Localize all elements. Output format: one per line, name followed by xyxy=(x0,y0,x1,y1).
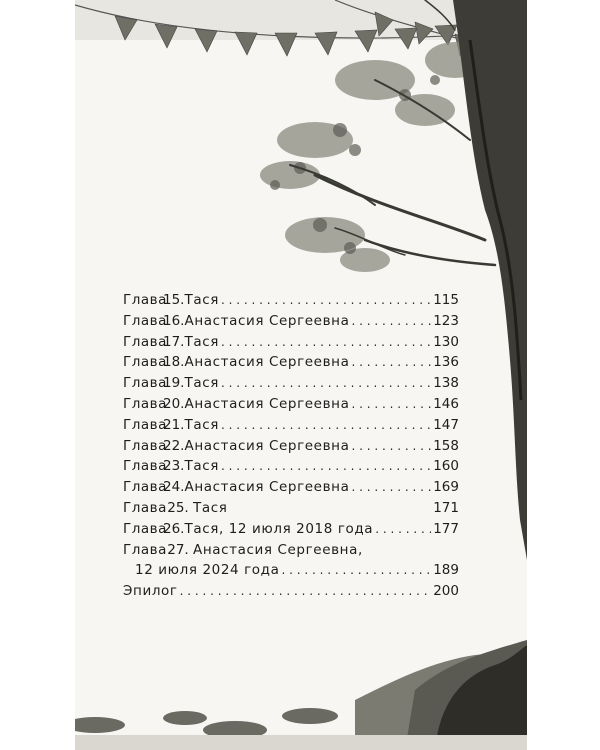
page-number: 177 xyxy=(433,520,459,537)
chapter-title: Тася xyxy=(184,292,219,308)
chapter-title: Тася xyxy=(184,333,219,350)
dot-leader xyxy=(221,418,431,432)
chapter-number: 16. xyxy=(163,312,185,329)
toc-entry-continuation xyxy=(123,562,459,583)
chapter-title: Тася xyxy=(184,375,219,392)
chapter-number: 20. xyxy=(163,395,185,412)
page-number: 160 xyxy=(433,458,459,475)
chapter-label: Глава xyxy=(123,395,167,412)
chapter-label: Глава xyxy=(123,416,167,433)
chapter-number: 22. xyxy=(163,437,185,454)
chapter-number: 15. xyxy=(163,292,185,308)
toc-entry xyxy=(123,417,459,438)
dot-leader xyxy=(375,522,431,536)
dot-leader xyxy=(351,355,431,369)
dot-leader xyxy=(351,397,431,411)
dot-leader xyxy=(351,480,431,494)
toc-entry xyxy=(123,500,459,521)
dot-leader xyxy=(221,335,431,349)
chapter-number: 27. xyxy=(167,541,189,558)
page-number: 115 xyxy=(433,292,459,308)
chapter-title: Анастасия Сергеевна xyxy=(184,354,350,371)
toc-entry xyxy=(123,292,459,313)
page-number: 169 xyxy=(433,479,459,496)
book-page xyxy=(75,0,527,750)
dot-leader xyxy=(221,459,431,473)
page-number: 146 xyxy=(433,395,459,412)
chapter-label: Глава xyxy=(123,541,167,558)
dot-leader xyxy=(281,563,431,577)
chapter-number: 17. xyxy=(163,333,185,350)
page-number: 123 xyxy=(433,312,459,329)
chapter-title: Анастасия Сергеевна xyxy=(184,312,350,329)
dot-leader xyxy=(221,293,431,307)
chapter-title: Анастасия Сергеевна xyxy=(184,479,350,496)
page-number: 147 xyxy=(433,416,459,433)
chapter-label: Глава xyxy=(123,499,167,516)
chapter-label: Глава xyxy=(123,458,167,475)
toc-epilogue xyxy=(123,583,459,604)
page-number: 130 xyxy=(433,333,459,350)
chapter-title: Тася, 12 июля 2018 года xyxy=(184,520,374,537)
chapter-number: 23. xyxy=(163,458,185,475)
chapter-title: Анастасия Сергеевна xyxy=(184,437,350,454)
toc-entry xyxy=(123,354,459,375)
chapter-title-continuation: 12 июля 2024 года xyxy=(135,562,280,579)
chapter-number: 26. xyxy=(163,520,185,537)
toc-entry xyxy=(123,479,459,500)
epilogue-title: Эпилог xyxy=(123,583,178,600)
chapter-label: Глава xyxy=(123,375,167,392)
chapter-label: Глава xyxy=(123,333,167,350)
table-of-contents xyxy=(123,292,459,604)
toc-entry xyxy=(123,313,459,334)
dot-leader xyxy=(351,439,431,453)
chapter-number: 25. xyxy=(167,499,189,516)
chapter-number: 18. xyxy=(163,354,185,371)
toc-entry xyxy=(123,375,459,396)
page-number: 189 xyxy=(433,562,459,579)
page-number: 136 xyxy=(433,354,459,371)
page-number: 171 xyxy=(433,499,459,516)
chapter-label: Глава xyxy=(123,312,167,329)
chapter-number: 19. xyxy=(163,375,185,392)
chapter-number: 21. xyxy=(163,416,185,433)
chapter-label: Глава xyxy=(123,437,167,454)
chapter-title: Анастасия Сергеевна, xyxy=(193,541,363,558)
dot-leader xyxy=(351,314,431,328)
dot-leader xyxy=(221,376,431,390)
chapter-number: 24. xyxy=(163,479,185,496)
page-number: 200 xyxy=(433,583,459,600)
toc-entry xyxy=(123,396,459,417)
toc-entry xyxy=(123,542,459,563)
dot-leader xyxy=(180,584,432,598)
chapter-title: Анастасия Сергеевна xyxy=(184,395,350,412)
chapter-label: Глава xyxy=(123,479,167,496)
toc-entry xyxy=(123,458,459,479)
toc-entry xyxy=(123,438,459,459)
chapter-label: Глава xyxy=(123,292,167,308)
chapter-title: Тася xyxy=(184,416,219,433)
page-number: 138 xyxy=(433,375,459,392)
chapter-title: Тася xyxy=(193,499,228,516)
toc-entry xyxy=(123,334,459,355)
chapter-label: Глава xyxy=(123,354,167,371)
chapter-title: Тася xyxy=(184,458,219,475)
chapter-label: Глава xyxy=(123,520,167,537)
page-number: 158 xyxy=(433,437,459,454)
toc-entry xyxy=(123,521,459,542)
